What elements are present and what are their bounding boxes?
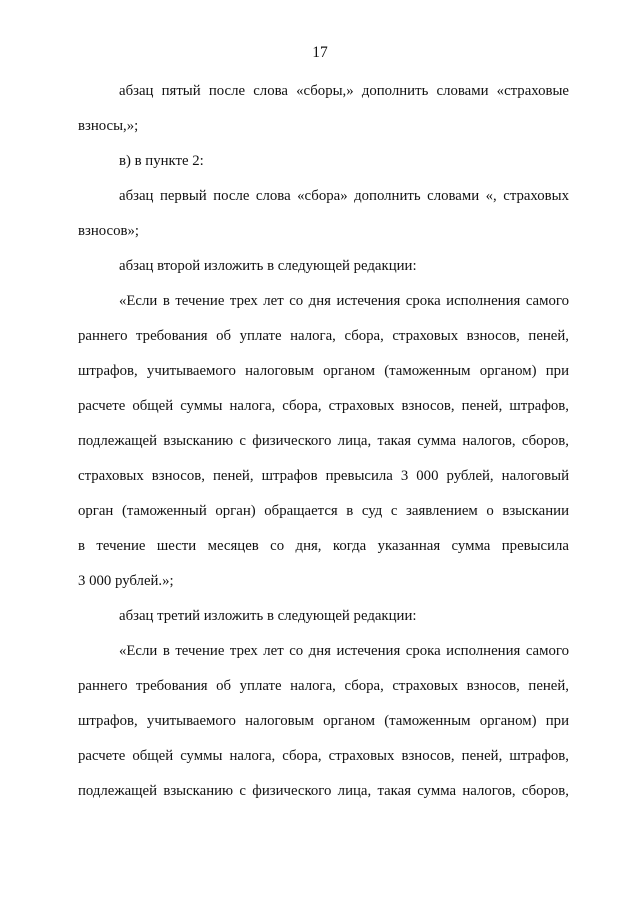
text-line: абзац третий изложить в следующей редакции: (119, 608, 417, 624)
text-line: штрафов, учитываемого налоговым органом (таможенным органом) при (78, 363, 569, 379)
text-line: 3 000 рублей.»; (78, 573, 174, 589)
text-line: подлежащей взысканию с физического лица, такая сумма налогов, сборов, (78, 783, 569, 799)
text-line: подлежащей взысканию с физического лица, такая сумма налогов, сборов, (78, 433, 569, 449)
text-line: в течение шести месяцев со дня, когда указанная сумма превысила (78, 538, 569, 554)
text-line: раннего требования об уплате налога, сбора, страховых взносов, пеней, (78, 328, 569, 344)
text-line: абзац второй изложить в следующей редакции: (119, 258, 417, 274)
text-line: расчете общей суммы налога, сбора, страховых взносов, пеней, штрафов, (78, 748, 569, 764)
text-line: взносов»; (78, 223, 139, 239)
text-line: взносы,»; (78, 118, 139, 134)
text-line: страховых взносов, пеней, штрафов превысила 3 000 рублей, налоговый (78, 468, 569, 484)
text-line: в) в пункте 2: (119, 153, 204, 169)
text-line: абзац первый после слова «сбора» дополнить словами «, страховых (119, 188, 569, 204)
text-line: «Если в течение трех лет со дня истечения срока исполнения самого (119, 643, 569, 659)
text-line: раннего требования об уплате налога, сбора, страховых взносов, пеней, (78, 678, 569, 694)
page-number: 17 (312, 44, 328, 61)
text-line: абзац пятый после слова «сборы,» дополнить словами «страховые (119, 83, 569, 99)
text-line: «Если в течение трех лет со дня истечения срока исполнения самого (119, 293, 569, 309)
text-line: орган (таможенный орган) обращается в суд с заявлением о взыскании (78, 503, 569, 519)
text-line: штрафов, учитываемого налоговым органом (таможенным органом) при (78, 713, 569, 729)
text-line: расчете общей суммы налога, сбора, страховых взносов, пеней, штрафов, (78, 398, 569, 414)
